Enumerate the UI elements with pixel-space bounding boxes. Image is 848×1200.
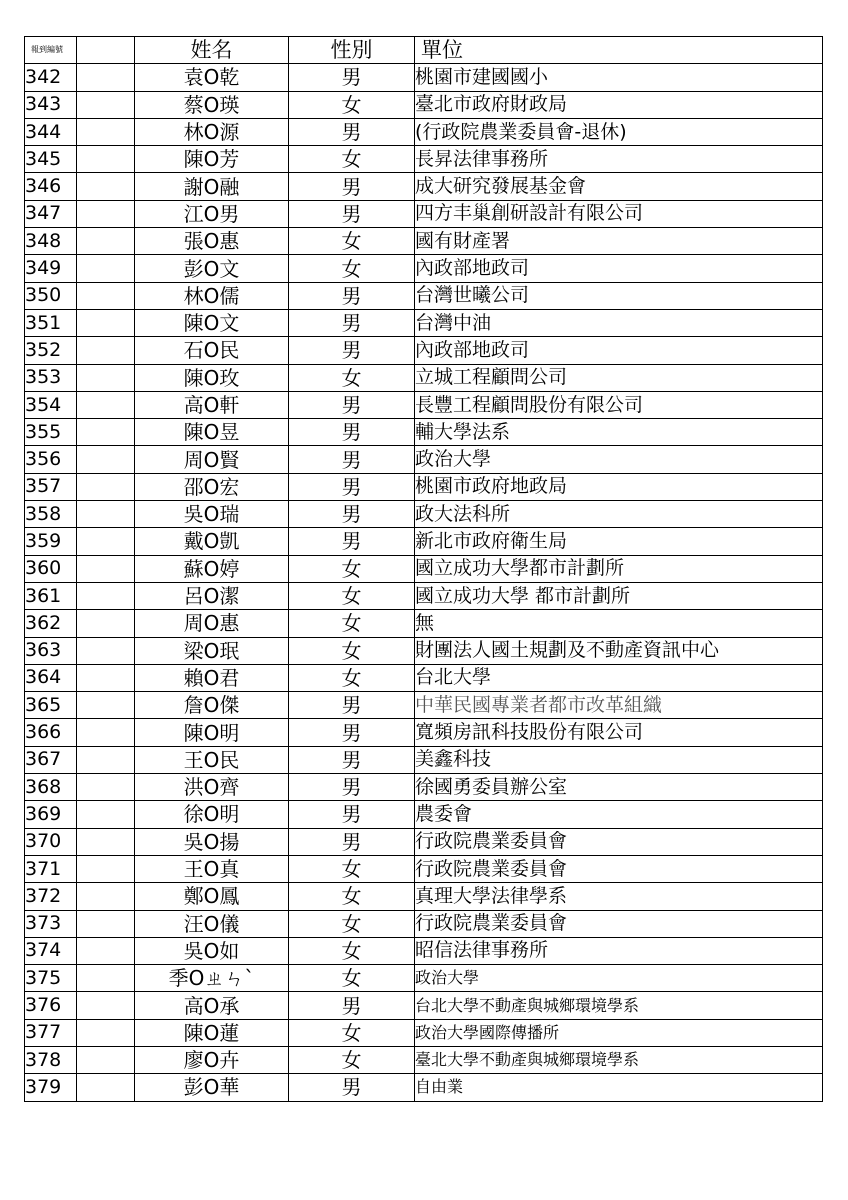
blank-cell [77, 992, 135, 1019]
unit-cell: 美鑫科技 [415, 746, 823, 773]
blank-cell [77, 855, 135, 882]
table-row [25, 364, 823, 391]
sex-cell: 男 [289, 719, 415, 746]
blank-cell [77, 719, 135, 746]
blank-cell [77, 610, 135, 637]
unit-cell: 真理大學法律學系 [415, 883, 823, 910]
unit-cell: 成大研究發展基金會 [415, 173, 823, 200]
header-sex: 性別 [289, 37, 415, 64]
table-row [25, 528, 823, 555]
table-row [25, 118, 823, 145]
table-row [25, 200, 823, 227]
table-row [25, 501, 823, 528]
sex-cell: 女 [289, 855, 415, 882]
name-cell: 陳O文 [135, 309, 289, 336]
checkin-number-cell: 352 [25, 337, 77, 364]
unit-cell: 徐國勇委員辦公室 [415, 774, 823, 801]
table-row [25, 146, 823, 173]
blank-cell [77, 446, 135, 473]
sex-cell: 女 [289, 555, 415, 582]
checkin-number-cell: 344 [25, 118, 77, 145]
table-row [25, 719, 823, 746]
sex-cell: 男 [289, 118, 415, 145]
blank-cell [77, 64, 135, 91]
checkin-number-cell: 379 [25, 1074, 77, 1101]
blank-cell [77, 200, 135, 227]
blank-cell [77, 883, 135, 910]
unit-cell: 台灣世曦公司 [415, 282, 823, 309]
name-cell: 林O源 [135, 118, 289, 145]
sex-cell: 女 [289, 610, 415, 637]
name-cell: 戴O凱 [135, 528, 289, 555]
name-cell: 徐O明 [135, 801, 289, 828]
unit-cell: 四方丰巢創研設計有限公司 [415, 200, 823, 227]
name-cell: 江O男 [135, 200, 289, 227]
sex-cell: 女 [289, 1046, 415, 1073]
blank-cell [77, 692, 135, 719]
table-row [25, 446, 823, 473]
name-cell: 陳O芳 [135, 146, 289, 173]
checkin-number-cell: 347 [25, 200, 77, 227]
table-row [25, 582, 823, 609]
blank-cell [77, 1046, 135, 1073]
table-row [25, 937, 823, 964]
table-row [25, 64, 823, 91]
name-cell: 彭O文 [135, 255, 289, 282]
blank-cell [77, 774, 135, 801]
table-row [25, 774, 823, 801]
name-cell: 洪O齊 [135, 774, 289, 801]
table-row [25, 992, 823, 1019]
unit-cell: 立城工程顧問公司 [415, 364, 823, 391]
unit-cell: 寬頻房訊科技股份有限公司 [415, 719, 823, 746]
table-row [25, 1046, 823, 1073]
unit-cell: 輔大學法系 [415, 419, 823, 446]
name-cell: 呂O潔 [135, 582, 289, 609]
checkin-number-cell: 360 [25, 555, 77, 582]
checkin-number-cell: 355 [25, 419, 77, 446]
sex-cell: 女 [289, 146, 415, 173]
blank-cell [77, 746, 135, 773]
unit-cell: 行政院農業委員會 [415, 828, 823, 855]
name-cell: 蔡O瑛 [135, 91, 289, 118]
unit-cell: 行政院農業委員會 [415, 855, 823, 882]
table-row [25, 555, 823, 582]
unit-cell: 自由業 [415, 1074, 823, 1101]
blank-cell [77, 419, 135, 446]
blank-cell [77, 910, 135, 937]
blank-cell [77, 965, 135, 992]
checkin-number-cell: 350 [25, 282, 77, 309]
blank-cell [77, 309, 135, 336]
checkin-number-cell: 371 [25, 855, 77, 882]
sex-cell: 男 [289, 337, 415, 364]
table-row [25, 419, 823, 446]
blank-cell [77, 282, 135, 309]
sex-cell: 男 [289, 801, 415, 828]
table-row [25, 883, 823, 910]
blank-cell [77, 255, 135, 282]
header-checkin-number: 報到編號 [25, 37, 77, 64]
checkin-number-cell: 356 [25, 446, 77, 473]
checkin-number-cell: 365 [25, 692, 77, 719]
unit-cell: 台北大學不動產與城鄉環境學系 [415, 992, 823, 1019]
blank-cell [77, 937, 135, 964]
unit-cell: 政治大學 [415, 965, 823, 992]
sex-cell: 女 [289, 910, 415, 937]
unit-cell: 長昇法律事務所 [415, 146, 823, 173]
unit-cell: 政大法科所 [415, 501, 823, 528]
name-cell: 張O惠 [135, 228, 289, 255]
checkin-number-cell: 374 [25, 937, 77, 964]
header-unit: 單位 [415, 37, 823, 64]
blank-cell [77, 528, 135, 555]
unit-cell: 政治大學 [415, 446, 823, 473]
table-row [25, 910, 823, 937]
unit-cell: 長豐工程顧問股份有限公司 [415, 391, 823, 418]
unit-cell: (行政院農業委員會-退休) [415, 118, 823, 145]
unit-cell: 農委會 [415, 801, 823, 828]
checkin-number-cell: 353 [25, 364, 77, 391]
header-name: 姓名 [135, 37, 289, 64]
blank-cell [77, 228, 135, 255]
unit-cell: 內政部地政司 [415, 337, 823, 364]
checkin-number-cell: 362 [25, 610, 77, 637]
unit-cell: 昭信法律事務所 [415, 937, 823, 964]
checkin-number-cell: 349 [25, 255, 77, 282]
checkin-number-cell: 373 [25, 910, 77, 937]
sex-cell: 男 [289, 774, 415, 801]
sex-cell: 女 [289, 582, 415, 609]
header-row [25, 37, 823, 64]
name-cell: 廖O卉 [135, 1046, 289, 1073]
table-row [25, 664, 823, 691]
header-blank [77, 37, 135, 64]
name-cell: 邵O宏 [135, 473, 289, 500]
name-cell: 石O民 [135, 337, 289, 364]
sex-cell: 女 [289, 883, 415, 910]
sex-cell: 男 [289, 992, 415, 1019]
checkin-number-cell: 368 [25, 774, 77, 801]
blank-cell [77, 391, 135, 418]
sex-cell: 男 [289, 419, 415, 446]
name-cell: 袁O乾 [135, 64, 289, 91]
blank-cell [77, 337, 135, 364]
unit-cell: 國有財產署 [415, 228, 823, 255]
blank-cell [77, 501, 135, 528]
checkin-number-cell: 357 [25, 473, 77, 500]
unit-cell: 臺北大學不動產與城鄉環境學系 [415, 1046, 823, 1073]
checkin-number-cell: 345 [25, 146, 77, 173]
checkin-number-cell: 358 [25, 501, 77, 528]
sex-cell: 男 [289, 200, 415, 227]
name-cell: 周O賢 [135, 446, 289, 473]
checkin-number-cell: 361 [25, 582, 77, 609]
unit-cell: 國立成功大學 都市計劃所 [415, 582, 823, 609]
table-row [25, 391, 823, 418]
sex-cell: 男 [289, 173, 415, 200]
blank-cell [77, 473, 135, 500]
checkin-number-cell: 367 [25, 746, 77, 773]
checkin-number-cell: 351 [25, 309, 77, 336]
name-cell: 林O儒 [135, 282, 289, 309]
blank-cell [77, 555, 135, 582]
name-cell: 蘇O婷 [135, 555, 289, 582]
sex-cell: 女 [289, 937, 415, 964]
unit-cell: 台北大學 [415, 664, 823, 691]
table-row [25, 255, 823, 282]
name-cell: 陳O昱 [135, 419, 289, 446]
checkin-number-cell: 348 [25, 228, 77, 255]
table-row [25, 282, 823, 309]
name-cell: 高O軒 [135, 391, 289, 418]
unit-cell: 新北市政府衛生局 [415, 528, 823, 555]
sex-cell: 女 [289, 664, 415, 691]
sex-cell: 男 [289, 64, 415, 91]
blank-cell [77, 173, 135, 200]
blank-cell [77, 801, 135, 828]
blank-cell [77, 1074, 135, 1101]
checkin-number-cell: 370 [25, 828, 77, 855]
name-cell: 謝O融 [135, 173, 289, 200]
name-cell: 王O真 [135, 855, 289, 882]
blank-cell [77, 664, 135, 691]
name-cell: 賴O君 [135, 664, 289, 691]
sex-cell: 女 [289, 364, 415, 391]
table-row [25, 309, 823, 336]
table-row [25, 746, 823, 773]
sex-cell: 男 [289, 1074, 415, 1101]
name-cell: 陳O玫 [135, 364, 289, 391]
checkin-number-cell: 342 [25, 64, 77, 91]
sex-cell: 男 [289, 501, 415, 528]
sex-cell: 男 [289, 528, 415, 555]
blank-cell [77, 364, 135, 391]
sex-cell: 女 [289, 1019, 415, 1046]
name-cell: 汪O儀 [135, 910, 289, 937]
unit-cell: 政治大學國際傳播所 [415, 1019, 823, 1046]
name-cell: 周O惠 [135, 610, 289, 637]
table-row [25, 173, 823, 200]
checkin-number-cell: 376 [25, 992, 77, 1019]
table-row [25, 828, 823, 855]
name-cell: 吳O如 [135, 937, 289, 964]
name-cell: 陳O蓮 [135, 1019, 289, 1046]
sex-cell: 男 [289, 282, 415, 309]
table-row [25, 91, 823, 118]
name-cell: 鄭O鳳 [135, 883, 289, 910]
name-cell: 彭O華 [135, 1074, 289, 1101]
checkin-number-cell: 369 [25, 801, 77, 828]
table-body [25, 64, 823, 1101]
name-cell: 季Oㄓㄣˋ [135, 965, 289, 992]
blank-cell [77, 637, 135, 664]
unit-cell: 行政院農業委員會 [415, 910, 823, 937]
unit-cell: 臺北市政府財政局 [415, 91, 823, 118]
attendee-table [24, 36, 823, 1102]
checkin-number-cell: 378 [25, 1046, 77, 1073]
unit-cell: 內政部地政司 [415, 255, 823, 282]
table-row [25, 610, 823, 637]
checkin-number-cell: 375 [25, 965, 77, 992]
sex-cell: 男 [289, 746, 415, 773]
unit-cell: 財團法人國土規劃及不動產資訊中心 [415, 637, 823, 664]
checkin-number-cell: 377 [25, 1019, 77, 1046]
sex-cell: 女 [289, 228, 415, 255]
unit-cell: 國立成功大學都市計劃所 [415, 555, 823, 582]
checkin-number-cell: 372 [25, 883, 77, 910]
sex-cell: 男 [289, 446, 415, 473]
sex-cell: 男 [289, 473, 415, 500]
table-row [25, 1019, 823, 1046]
name-cell: 吳O揚 [135, 828, 289, 855]
name-cell: 詹O傑 [135, 692, 289, 719]
checkin-number-cell: 359 [25, 528, 77, 555]
checkin-number-cell: 354 [25, 391, 77, 418]
unit-cell: 桃園市政府地政局 [415, 473, 823, 500]
blank-cell [77, 91, 135, 118]
name-cell: 梁O珉 [135, 637, 289, 664]
table-row [25, 228, 823, 255]
sex-cell: 女 [289, 91, 415, 118]
sex-cell: 女 [289, 965, 415, 992]
blank-cell [77, 146, 135, 173]
table-row [25, 692, 823, 719]
sex-cell: 男 [289, 692, 415, 719]
unit-cell: 台灣中油 [415, 309, 823, 336]
table-row [25, 1074, 823, 1101]
blank-cell [77, 582, 135, 609]
unit-cell: 桃園市建國國小 [415, 64, 823, 91]
name-cell: 高O承 [135, 992, 289, 1019]
name-cell: 王O民 [135, 746, 289, 773]
checkin-number-cell: 364 [25, 664, 77, 691]
checkin-number-cell: 343 [25, 91, 77, 118]
checkin-number-cell: 363 [25, 637, 77, 664]
unit-cell: 中華民國專業者都市改革組織 [415, 692, 823, 719]
table-row [25, 801, 823, 828]
sex-cell: 女 [289, 637, 415, 664]
unit-cell: 無 [415, 610, 823, 637]
sex-cell: 女 [289, 255, 415, 282]
sex-cell: 男 [289, 828, 415, 855]
table-row [25, 855, 823, 882]
table-row [25, 473, 823, 500]
blank-cell [77, 1019, 135, 1046]
name-cell: 陳O明 [135, 719, 289, 746]
checkin-number-cell: 366 [25, 719, 77, 746]
blank-cell [77, 118, 135, 145]
checkin-number-cell: 346 [25, 173, 77, 200]
sex-cell: 男 [289, 309, 415, 336]
blank-cell [77, 828, 135, 855]
name-cell: 吳O瑞 [135, 501, 289, 528]
table-row [25, 965, 823, 992]
table-row [25, 637, 823, 664]
table-row [25, 337, 823, 364]
sex-cell: 男 [289, 391, 415, 418]
